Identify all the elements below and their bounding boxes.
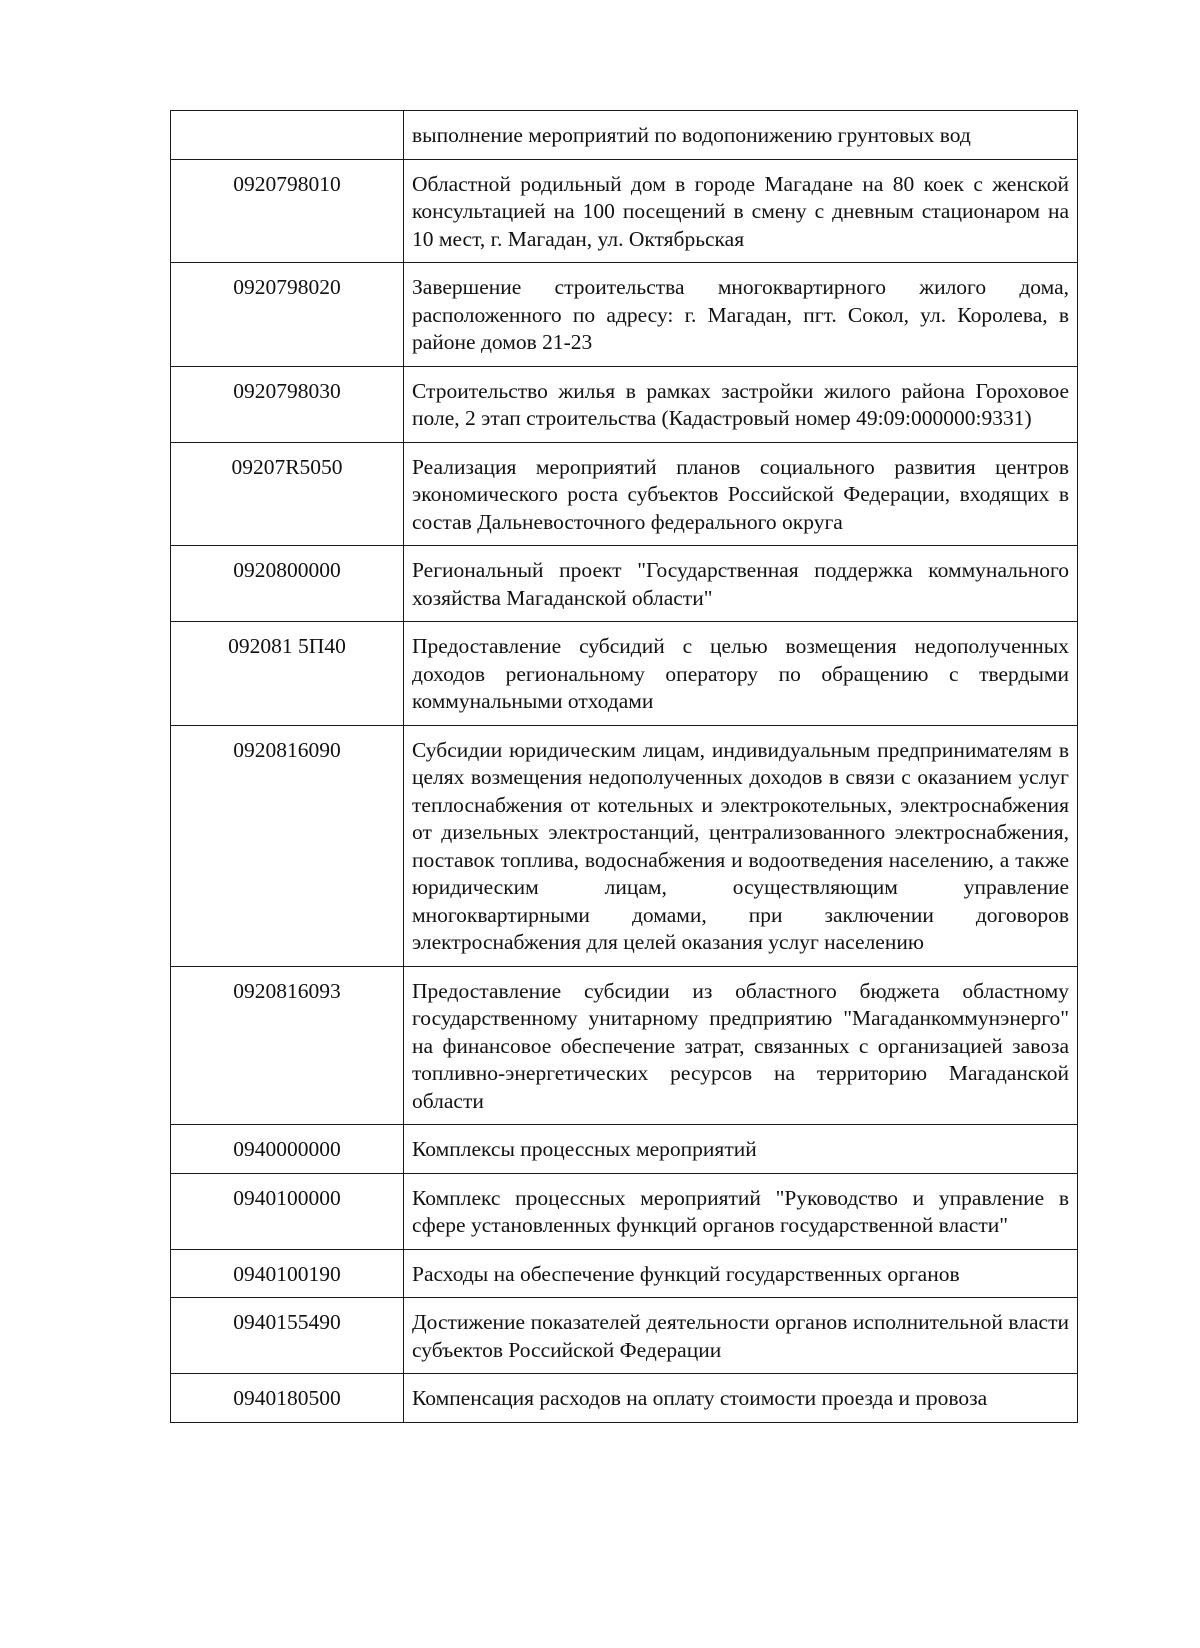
description-cell	[404, 442, 1078, 546]
code-cell: 0940155490	[171, 1298, 404, 1374]
description-text: Предоставление субсидии из областного бюджета областному государственному унитарному предприятию "Магаданкоммунэнерго" на финансовое обеспечение затрат, связанных с организацией завоза топливно-энергетических ресурсов на территорию Магаданской области	[412, 978, 1069, 1113]
description-text: Достижение показателей деятельности органов исполнительной власти субъектов Российской Федерации	[412, 1310, 1069, 1362]
description-text: Завершение строительства многоквартирного жилого дома, расположенного по адресу: г. Магадан, пгт. Сокол, ул. Королева, в районе домов 21-23	[412, 275, 1069, 354]
code-cell: 0940100000	[171, 1173, 404, 1249]
code-cell	[171, 111, 404, 160]
table-row	[171, 442, 1078, 546]
code-cell: 09207R5050	[171, 442, 404, 546]
description-text: Компенсация расходов на оплату стоимости проезда и провоза	[412, 1386, 988, 1410]
description-cell	[404, 546, 1078, 622]
table-row	[171, 1374, 1078, 1423]
description-text: Комплексы процессных мероприятий	[412, 1137, 757, 1161]
description-cell	[404, 1173, 1078, 1249]
description-text: выполнение мероприятий по водопонижению грунтовых вод	[412, 123, 971, 147]
description-cell	[404, 725, 1078, 966]
table-row	[171, 1298, 1078, 1374]
description-text: Комплекс процессных мероприятий "Руководство и управление в сфере установленных функций органов государственной власти"	[412, 1185, 1069, 1237]
description-cell	[404, 966, 1078, 1125]
description-text: Региональный проект "Государственная поддержка коммунального хозяйства Магаданской области"	[412, 558, 1069, 610]
description-cell	[404, 366, 1078, 442]
code-cell: 0920798030	[171, 366, 404, 442]
table-row	[171, 725, 1078, 966]
budget-classification-table	[170, 110, 1078, 1423]
code-cell: 0920798020	[171, 263, 404, 367]
table-row	[171, 1249, 1078, 1298]
table-row	[171, 1125, 1078, 1174]
table-row	[171, 159, 1078, 263]
description-cell	[404, 1125, 1078, 1174]
table-row	[171, 622, 1078, 726]
code-cell: 092081 5П40	[171, 622, 404, 726]
table-row	[171, 1173, 1078, 1249]
description-cell	[404, 263, 1078, 367]
description-text: Строительство жилья в рамках застройки жилого района Гороховое поле, 2 этап строительства (Кадастровый номер 49:09:000000:9331)	[412, 378, 1069, 430]
table-row	[171, 966, 1078, 1125]
description-text: Предоставление субсидий с целью возмещения недополученных доходов региональному оператору по обращению с твердыми коммунальными отходами	[412, 634, 1069, 713]
description-cell	[404, 1249, 1078, 1298]
code-cell: 0940100190	[171, 1249, 404, 1298]
table-row	[171, 546, 1078, 622]
code-cell: 0940180500	[171, 1374, 404, 1423]
description-cell	[404, 622, 1078, 726]
description-cell	[404, 159, 1078, 263]
code-cell: 0920816090	[171, 725, 404, 966]
description-cell	[404, 111, 1078, 160]
code-cell: 0940000000	[171, 1125, 404, 1174]
description-text: Субсидии юридическим лицам, индивидуальным предпринимателям в целях возмещения недополученных доходов в связи с оказанием услуг теплоснабжения от котельных и электрокотельных, электроснабжения от дизельных электростанций, централизованного электроснабжения, поставок топлива, водоснабжения и водоотведения населению, а также юридическим лицам, осуществляющим управление многоквартирными домами, при заключении договоров электроснабжения для целей оказания услуг населению	[412, 737, 1069, 954]
code-cell: 0920816093	[171, 966, 404, 1125]
description-cell	[404, 1298, 1078, 1374]
code-cell: 0920798010	[171, 159, 404, 263]
code-cell: 0920800000	[171, 546, 404, 622]
table-row	[171, 263, 1078, 367]
description-text: Реализация мероприятий планов социального развития центров экономического роста субъектов Российской Федерации, входящих в состав Дальневосточного федерального округа	[412, 454, 1069, 534]
description-cell	[404, 1374, 1078, 1423]
description-text: Областной родильный дом в городе Магадане на 80 коек с женской консультацией на 100 посещений в смену с дневным стационаром на 10 мест, г. Магадан, ул. Октябрьская	[412, 171, 1069, 251]
description-text: Расходы на обеспечение функций государственных органов	[412, 1261, 960, 1286]
table-row	[171, 366, 1078, 442]
table-body	[171, 111, 1078, 1423]
table-row	[171, 111, 1078, 160]
